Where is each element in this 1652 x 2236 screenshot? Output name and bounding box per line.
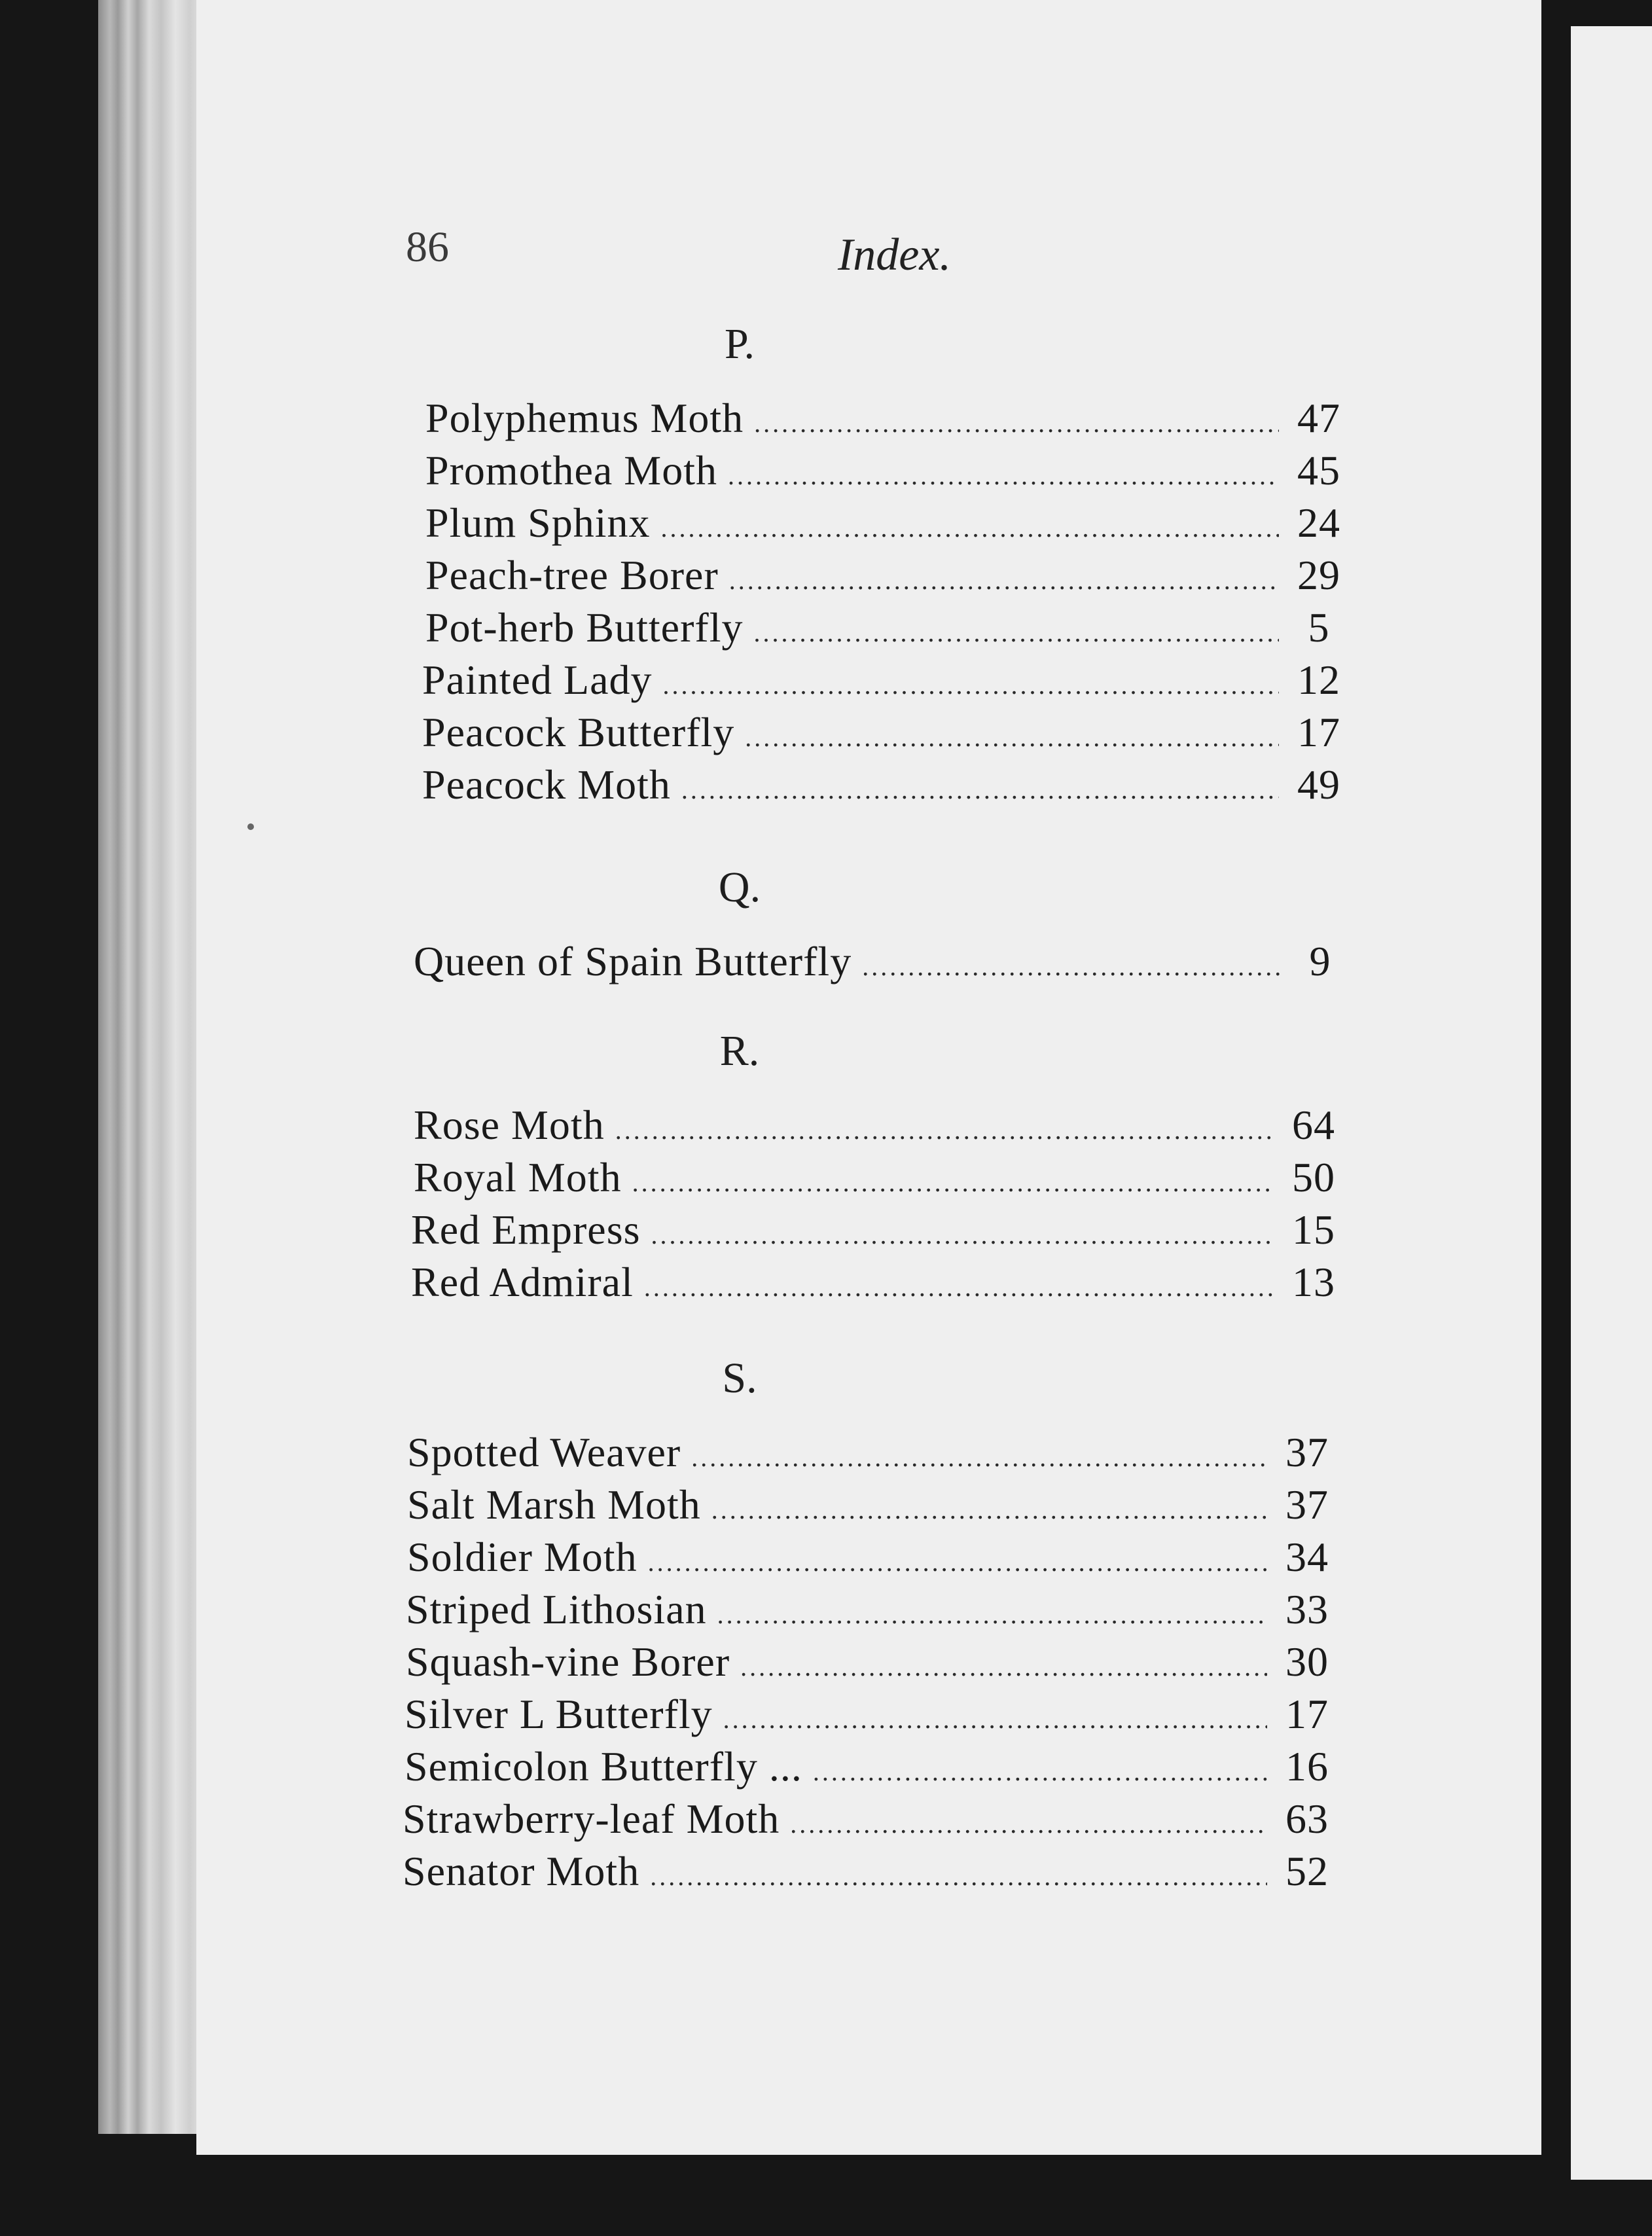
dot-leader [661,503,1279,554]
entry-page: 37 [1285,1429,1329,1475]
index-entry [422,655,1348,706]
entry-name: Royal Moth [414,1154,622,1200]
entry-page: 50 [1292,1154,1335,1200]
index-entry [407,1479,1337,1530]
dot-leader [711,1485,1267,1536]
dot-leader [651,1210,1274,1261]
section-letter-q: Q. [718,863,761,911]
entry-page: 9 [1309,938,1331,984]
entry-page: 17 [1285,1691,1329,1737]
entry-page: 64 [1292,1102,1335,1148]
index-entry [411,1257,1343,1308]
dot-leader [681,765,1279,816]
entry-page: 47 [1297,395,1340,441]
entry-page: 12 [1297,657,1340,703]
dot-leader [862,941,1280,992]
entry-name: Red Empress [411,1206,641,1253]
dot-leader [813,1746,1267,1797]
index-entry [403,1794,1337,1845]
index-entry [403,1846,1337,1897]
entry-page: 52 [1285,1848,1329,1894]
entry-page: 5 [1308,604,1330,651]
entry-name: Polyphemus Moth [425,395,744,441]
entry-name: Semicolon Butterfly ... [404,1743,802,1790]
entry-name: Soldier Moth [407,1534,637,1580]
index-entry [407,1427,1337,1478]
running-head: Index. [838,230,951,280]
entry-page: 33 [1285,1586,1329,1632]
entry-page: 29 [1297,552,1340,598]
entry-page: 15 [1292,1206,1335,1253]
index-entry [425,497,1348,549]
index-entry [404,1689,1337,1740]
page-edges [98,0,209,2134]
page-number: 86 [406,223,449,271]
index-entry [414,936,1350,987]
index-entry [425,445,1348,496]
facing-page-edge [1571,26,1652,2180]
index-entry [406,1636,1337,1687]
index-entry [414,1100,1343,1151]
entry-page: 49 [1297,761,1340,808]
dot-leader [728,450,1279,501]
dot-leader [650,1851,1267,1902]
page-header [406,223,1335,295]
dot-leader [753,607,1279,658]
entry-page: 17 [1297,709,1340,755]
entry-name: Squash-vine Borer [406,1638,730,1685]
dot-leader [648,1537,1267,1588]
dot-leader [740,1642,1267,1693]
section-letter-s: S. [722,1354,757,1402]
entry-name: Red Admiral [411,1259,634,1305]
dot-leader [662,660,1279,711]
entry-name: Salt Marsh Moth [407,1481,701,1528]
index-entry [404,1741,1337,1792]
entry-name: Silver L Butterfly [404,1691,713,1737]
entry-name: Promothea Moth [425,447,717,494]
dot-leader [790,1799,1267,1850]
entry-name: Peacock Butterfly [422,709,735,755]
index-entry [422,759,1348,810]
section-letter-p: P. [725,320,755,368]
section-letter-r: R. [719,1027,760,1075]
index-entry [425,550,1348,601]
index-entry [425,602,1348,653]
stray-mark [247,823,254,830]
entry-name: Plum Sphinx [425,499,651,546]
entry-name: Strawberry-leaf Moth [403,1795,780,1842]
index-entry [406,1584,1337,1635]
entry-name: Rose Moth [414,1102,605,1148]
entry-page: 34 [1285,1534,1329,1580]
entry-page: 24 [1297,499,1340,546]
entry-page: 30 [1285,1638,1329,1685]
index-entry [422,707,1348,758]
index-entry [414,1152,1343,1203]
entry-page: 16 [1285,1743,1329,1790]
entry-name: Spotted Weaver [407,1429,681,1475]
index-entry [407,1532,1337,1583]
entry-name: Peacock Moth [422,761,671,808]
dot-leader [717,1589,1267,1640]
dot-leader [632,1157,1274,1208]
entry-name: Senator Moth [403,1848,640,1894]
dot-leader [615,1105,1274,1156]
dot-leader [723,1694,1267,1745]
index-entry [425,393,1348,444]
entry-page: 37 [1285,1481,1329,1528]
dot-leader [745,712,1279,763]
entry-page: 63 [1285,1795,1329,1842]
index-entry [411,1204,1343,1255]
entry-name: Striped Lithosian [406,1586,707,1632]
entry-name: Pot-herb Butterfly [425,604,744,651]
entry-page: 45 [1297,447,1340,494]
entry-page: 13 [1292,1259,1335,1305]
entry-name: Painted Lady [422,657,653,703]
dot-leader [754,398,1279,449]
entry-name: Queen of Spain Butterfly [414,938,852,984]
dot-leader [729,555,1279,606]
entry-name: Peach-tree Borer [425,552,719,598]
dot-leader [691,1432,1267,1483]
dot-leader [644,1262,1274,1313]
